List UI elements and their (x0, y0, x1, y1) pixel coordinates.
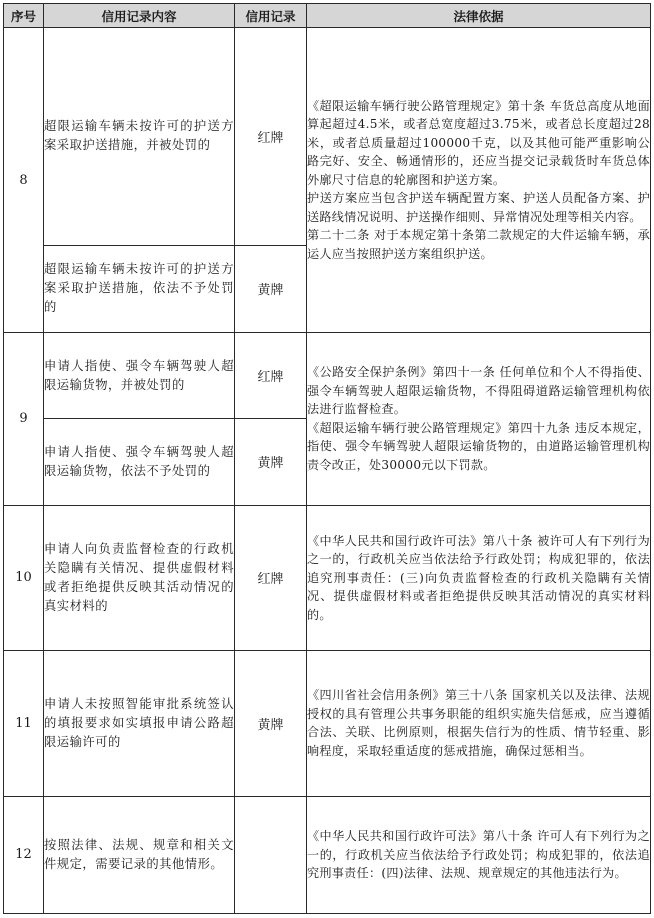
legal-basis-paragraph: 《中华人民共和国行政许可法》第八十条 被许可人有下列行为之一的，行政机关应当依法给予行政处罚；构成犯罪的，依法追究刑事责任：(三)向负责监督检查的行政机关隐瞒有关情况、提供虚假材料或者拒绝提供反映其活动情况的真实材料的。 (307, 533, 650, 622)
legal-basis-paragraph: 《超限运输车辆行驶公路管理规定》第四十九条 违反本规定，指使、强令车辆驾驶人超限运输货物的，由道路运输管理机构责令改正，处30000元以下罚款。 (307, 420, 650, 472)
record-level: 红牌 (235, 505, 307, 650)
row-number: 11 (4, 651, 44, 796)
header-record: 信用记录 (235, 4, 307, 28)
legal-basis (307, 333, 651, 506)
legal-basis-paragraph: 《公路安全保护条例》第四十一条 任何单位和个人不得指使、强令车辆驾驶人超限运输货物，不得阻碍道路运输管理机构依法进行监督检查。 (307, 365, 650, 417)
credit-record-table (3, 3, 651, 914)
table-row (4, 333, 651, 419)
header-content: 信用记录内容 (44, 4, 235, 28)
legal-basis (307, 505, 651, 650)
legal-basis-paragraph: 《四川省社会信用条例》第三十八条 国家机关以及法律、法规授权的具有管理公共事务职能的组织实施失信惩戒，应当遵循合法、关联、比例原则，根据失信行为的性质、情节轻重、影响程度，采取轻重适度的惩戒措施，确保过惩相当。 (307, 688, 650, 758)
legal-basis (307, 28, 651, 333)
header-no: 序号 (4, 4, 44, 28)
legal-basis-paragraph: 护送方案应当包含护送车辆配置方案、护送人员配备方案、护送路线情况说明、护送操作细则、异常情况处理等相关内容。 (307, 191, 650, 224)
table-row (4, 796, 651, 913)
record-level: 黄牌 (235, 245, 307, 332)
record-content: 申请人指使、强令车辆驾驶人超限运输货物，依法不予处罚的 (44, 419, 235, 505)
row-number: 12 (4, 796, 44, 913)
legal-basis-paragraph: 《中华人民共和国行政许可法》第八十条 许可人有下列行为之一的，行政机关应当依法给予行政处罚；构成犯罪的，依法追究刑事责任：(四)法律、法规、规章规定的其他违法行为。 (307, 829, 650, 881)
record-level: 黄牌 (235, 651, 307, 796)
row-number: 8 (4, 28, 44, 333)
row-number: 9 (4, 333, 44, 506)
record-content: 申请人指使、强令车辆驾驶人超限运输货物，并被处罚的 (44, 333, 235, 419)
table-header-row (4, 4, 651, 28)
header-basis: 法律依据 (307, 4, 651, 28)
record-content: 超限运输车辆未按许可的护送方案采取护送措施，并被处罚的 (44, 28, 235, 246)
record-content: 按照法律、法规、规章和相关文件规定，需要记录的其他情形。 (44, 796, 235, 913)
record-content: 申请人向负责监督检查的行政机关隐瞒有关情况、提供虚假材料或者拒绝提供反映其活动情况的真实材料的 (44, 505, 235, 650)
record-content: 申请人未按照智能审批系统签认的填报要求如实填报申请公路超限运输许可的 (44, 651, 235, 796)
legal-basis (307, 651, 651, 796)
legal-basis-paragraph: 《超限运输车辆行驶公路管理规定》第十条 车货总高度从地面算起超过4.5米，或者总宽度超过3.75米，或者总长度超过28米，或者总质量超过100000千克，以及其他可能严重影响公路完好、安全、畅通情形的，还应当提交记录载货时车货总体外廓尺寸信息的轮廓图和护送方案。 (307, 98, 650, 187)
table-row (4, 28, 651, 246)
table-row (4, 505, 651, 650)
legal-basis-paragraph: 第二十二条 对于本规定第十条第二款规定的大件运输车辆，承运人应当按照护送方案组织护送。 (307, 228, 650, 261)
table-row (4, 651, 651, 796)
record-level: 红牌 (235, 28, 307, 246)
record-level (235, 796, 307, 913)
row-number: 10 (4, 505, 44, 650)
record-level: 黄牌 (235, 419, 307, 505)
legal-basis (307, 796, 651, 913)
record-level: 红牌 (235, 333, 307, 419)
record-content: 超限运输车辆未按许可的护送方案采取护送措施，依法不予处罚的 (44, 245, 235, 332)
